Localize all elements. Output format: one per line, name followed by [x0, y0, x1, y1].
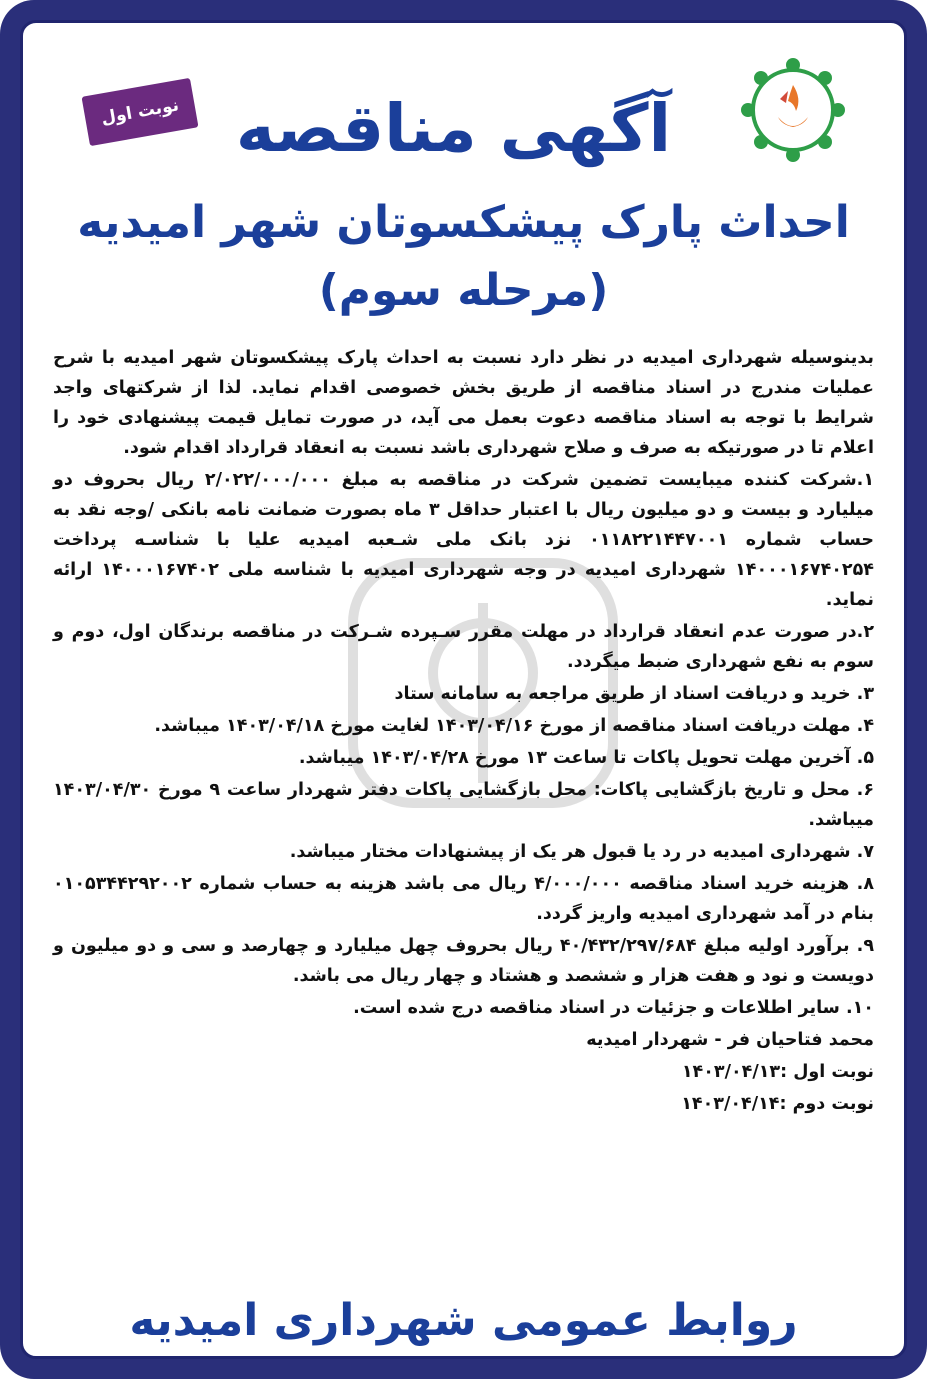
intro-paragraph: بدینوسیله شهرداری امیدیه در نظر دارد نسبت به احداث پارک پیشکسوتان شهر امیدیه با شرح عملیات مندرج در اسناد مناقصه از طریق بخش خصوصی اقدام نماید. لذا از شرکتهای واجد شرایط با توجه به اسناد مناقصه دعوت بعمل می آید، در صورت تمایل قیمت پیشنهادی خود را اعلام تا در صورتیکه به صرف و صلاح شهرداری باشد نسبت به انعقاد قرارداد اقدام شود.	[53, 348, 874, 458]
notice-title: آگهی مناقصه	[235, 90, 672, 167]
list-item: ۱۰. سایر اطلاعات و جزئیات در اسناد مناقصه درج شده است.	[353, 998, 874, 1018]
publish-date-second: نوبت دوم :۱۴۰۳/۰۴/۱۴	[681, 1094, 874, 1114]
list-item: ۴. مهلت دریافت اسناد مناقصه از مورخ ۱۴۰۳/۰۴/۱۶ لغایت مورخ ۱۴۰۳/۰۴/۱۸ میباشد.	[154, 716, 874, 736]
list-item: ۲.در صورت عدم انعقاد قرارداد در مهلت مقرر سـپرده شـرکت در مناقصه برندگان اول، دوم و سوم به نفع شهرداری ضبط میگردد.	[53, 622, 874, 672]
municipality-logo	[738, 55, 848, 165]
edition-badge: نوبت اول	[81, 78, 198, 146]
publish-date-first: نوبت اول :۱۴۰۳/۰۴/۱۳	[681, 1062, 874, 1082]
list-item: ۵. آخرین مهلت تحویل پاکات تا ساعت ۱۳ مورخ ۱۴۰۳/۰۴/۲۸ میباشد.	[298, 748, 874, 768]
list-item: ۳. خرید و دریافت اسناد از طریق مراجعه به سامانه ستاد	[394, 684, 874, 704]
list-item: ۶. محل و تاریخ بازگشایی پاکات: محل بازگشایی پاکات دفتر شهردار ساعت ۹ مورخ ۱۴۰۳/۰۴/۳۰ میباشد.	[53, 780, 874, 830]
notice-panel	[20, 20, 907, 1359]
notice-body	[53, 343, 874, 1121]
signature: محمد فتاحیان فر - شهردار امیدیه	[586, 1030, 874, 1050]
footer-public-relations: روابط عمومی شهرداری امیدیه	[129, 1295, 798, 1346]
notice-stage: (مرحله سوم)	[318, 265, 609, 316]
list-item: ۹. برآورد اولیه مبلغ ۴۰/۴۳۲/۲۹۷/۶۸۴ ریال بحروف چهل میلیارد و چهارصد و سی و دو میلیون و دویست و نود و هفت هزار و ششصد و هشتاد و چهار ریال می باشد.	[53, 936, 874, 986]
list-item: ۸. هزینه خرید اسناد مناقصه ۴/۰۰۰/۰۰۰ ریال می باشد هزینه به حساب شماره ۰۱۰۵۳۴۴۲۹۲۰۰۲ بنام در آمد شهرداری امیدیه واریز گردد.	[53, 874, 874, 924]
notice-subtitle: احداث پارک پیشکسوتان شهر امیدیه	[77, 197, 850, 248]
list-item: ۱.شرکت کننده میبایست تضمین شرکت در مناقصه به مبلغ ۲/۰۲۲/۰۰۰/۰۰۰ ریال بحروف دو میلیارد و بیست و دو میلیون ریال با اعتبار حداقل ۳ ماه بصورت ضمانت نامه بانکی /وجه نقد به حساب شماره ۰۱۱۸۲۲۱۴۴۷۰۰۱ نزد بانک ملی شـعبه امیدیه علیا با شناسـه پرداخت ۱۴۰۰۰۱۶۷۴۰۲۵۴ شهرداری امیدیه در وجه شهرداری امیدیه با شناسه ملی ۱۴۰۰۰۱۶۷۴۰۲ ارائه نماید.	[53, 470, 874, 610]
list-item: ۷. شهرداری امیدیه در رد یا قبول هر یک از پیشنهادات مختار میباشد.	[289, 842, 874, 862]
